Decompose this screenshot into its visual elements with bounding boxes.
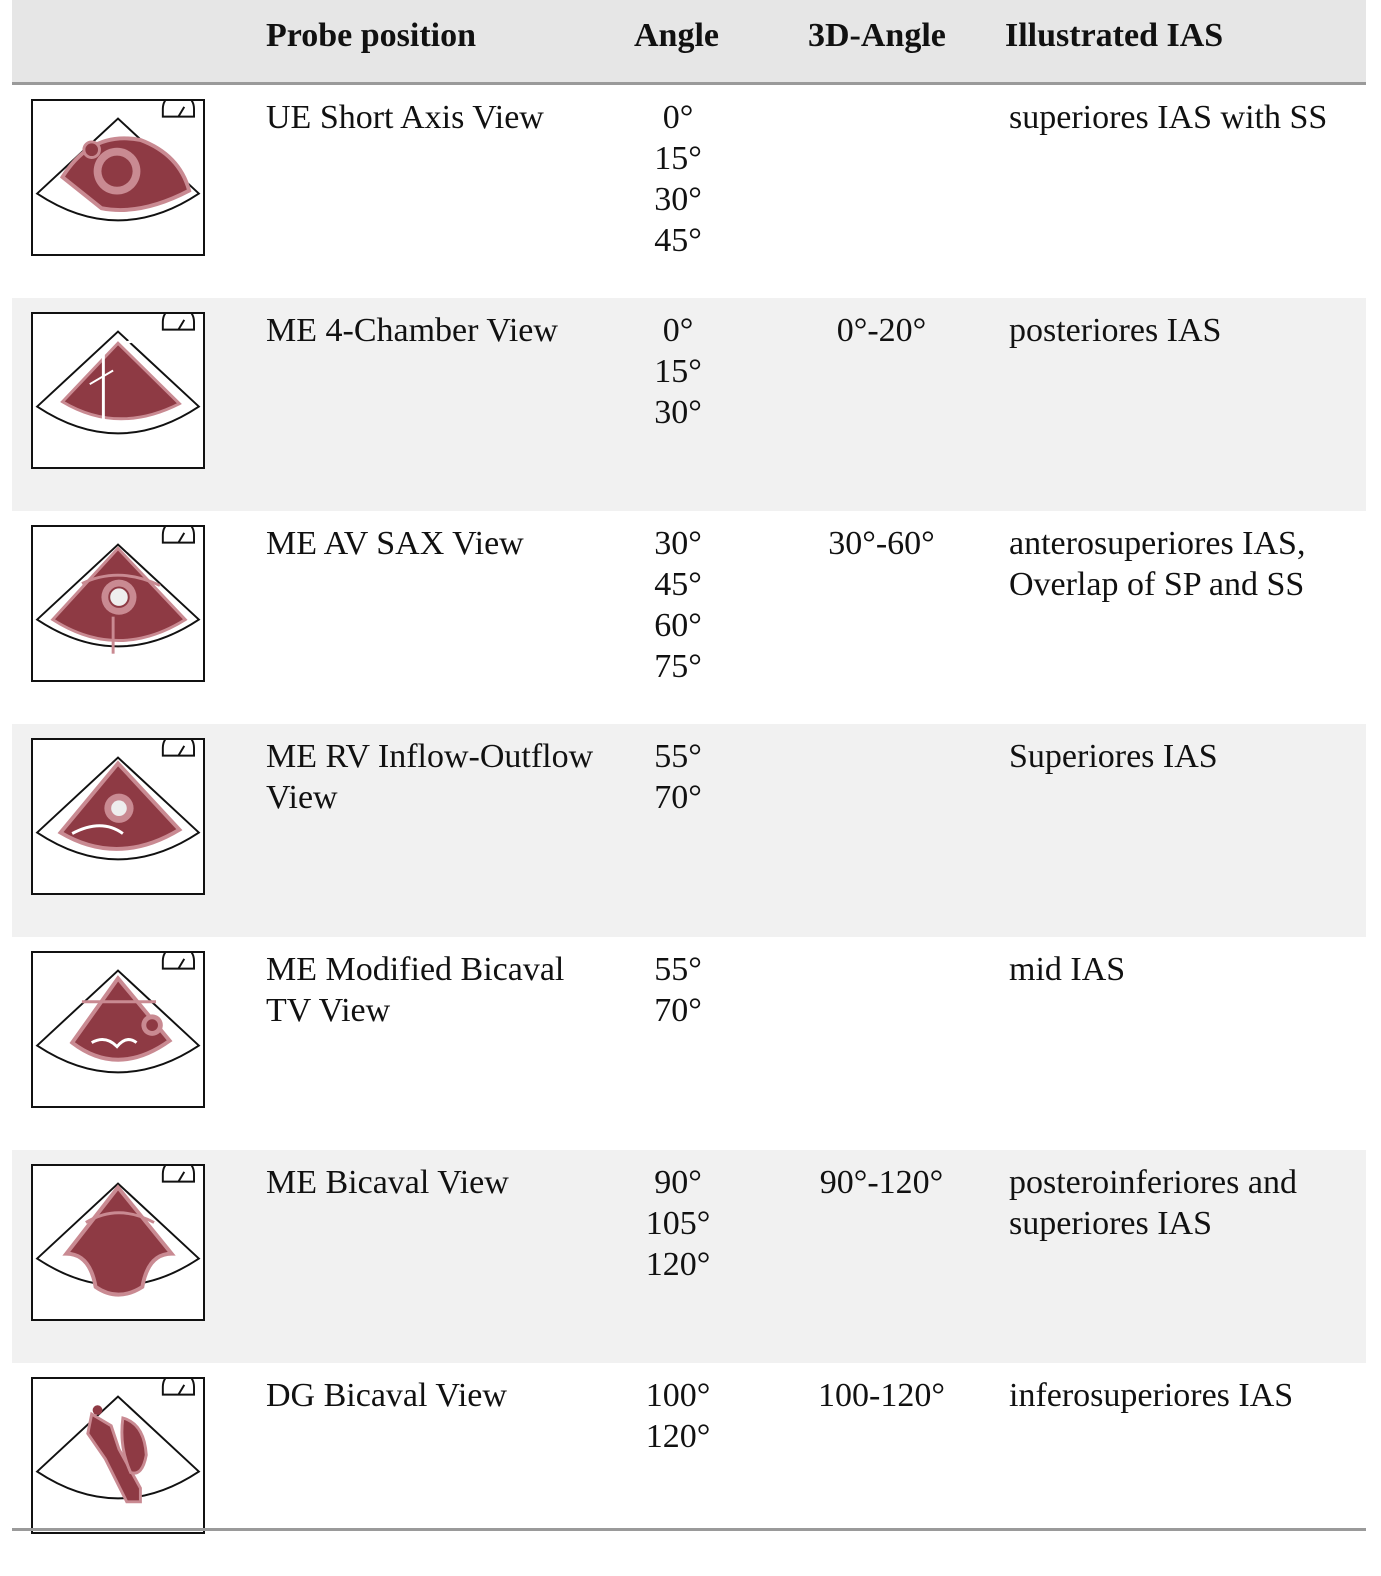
angle-value: 60° xyxy=(654,607,702,644)
angle-cell xyxy=(612,1162,744,1285)
me-modified-bicaval-echo-diagram xyxy=(31,951,205,1108)
illustrated-ias-cell: mid IAS xyxy=(1009,951,1126,988)
angle-value: 45° xyxy=(654,566,702,603)
probe-position-cell: ME RV Inflow-Outflow View xyxy=(266,738,594,816)
angle-cell xyxy=(612,1375,744,1457)
table-body xyxy=(12,85,1366,1576)
probe-position-cell: DG Bicaval View xyxy=(266,1377,507,1414)
angle-value: 15° xyxy=(654,353,702,390)
views-table xyxy=(12,0,1366,1576)
angle-value: 90° xyxy=(654,1164,702,1201)
angle-3d-cell: 0°-20° xyxy=(836,312,927,349)
angle-cell xyxy=(612,310,744,433)
angle-cell xyxy=(612,523,744,687)
me-bicaval-echo-diagram xyxy=(31,1164,205,1321)
ue-short-axis-echo-diagram xyxy=(31,99,205,256)
angle-value: 15° xyxy=(654,140,702,177)
dg-bicaval-echo-diagram xyxy=(31,1377,205,1534)
angle-value: 105° xyxy=(645,1205,711,1242)
probe-position-cell: ME AV SAX View xyxy=(266,525,524,562)
angle-value: 55° xyxy=(654,951,702,988)
illustrated-ias-cell: posteriores IAS xyxy=(1009,312,1222,349)
illustrated-ias-cell: superiores IAS with SS xyxy=(1009,99,1328,136)
me-4-chamber-echo-diagram xyxy=(31,312,205,469)
probe-position-cell: UE Short Axis View xyxy=(266,99,544,136)
illustrated-ias-cell: Superiores IAS xyxy=(1009,738,1218,775)
me-av-sax-echo-diagram xyxy=(31,525,205,682)
illustrated-ias-cell: anterosuperiores IAS, Overlap of SP and SS xyxy=(1009,525,1306,603)
me-rv-inflow-outflow-echo-diagram xyxy=(31,738,205,895)
angle-cell xyxy=(612,736,744,818)
header-angle: Angle xyxy=(634,17,719,54)
table-row xyxy=(12,298,1366,511)
angle-value: 30° xyxy=(654,394,702,431)
angle-3d-cell: 100-120° xyxy=(818,1377,945,1414)
bottom-rule xyxy=(12,1528,1366,1531)
angle-value: 100° xyxy=(645,1377,711,1414)
table-row xyxy=(12,511,1366,724)
table-row xyxy=(12,724,1366,937)
angle-cell xyxy=(612,97,744,261)
table-header xyxy=(12,0,1366,85)
header-probe-position: Probe position xyxy=(266,17,477,54)
angle-value: 45° xyxy=(654,222,702,259)
angle-cell xyxy=(612,949,744,1031)
angle-value: 0° xyxy=(662,312,694,349)
angle-value: 30° xyxy=(654,525,702,562)
probe-position-cell: ME Bicaval View xyxy=(266,1164,509,1201)
angle-value: 120° xyxy=(645,1246,711,1283)
header-illustrated-ias: Illustrated IAS xyxy=(1005,17,1224,54)
table-row xyxy=(12,1150,1366,1363)
angle-3d-cell: 30°-60° xyxy=(828,525,935,562)
illustrated-ias-cell: posteroinferiores and superiores IAS xyxy=(1009,1164,1297,1242)
angle-value: 30° xyxy=(654,181,702,218)
probe-position-cell: ME 4-Chamber View xyxy=(266,312,558,349)
table-row xyxy=(12,85,1366,298)
table-row xyxy=(12,937,1366,1150)
angle-value: 0° xyxy=(662,99,694,136)
angle-value: 70° xyxy=(654,779,702,816)
angle-value: 55° xyxy=(654,738,702,775)
illustrated-ias-cell: inferosuperiores IAS xyxy=(1009,1377,1294,1414)
angle-value: 75° xyxy=(654,648,702,685)
probe-position-cell: ME Modified Bicaval TV View xyxy=(266,951,565,1029)
angle-value: 70° xyxy=(654,992,702,1029)
header-3d-angle: 3D-Angle xyxy=(808,17,946,54)
table-row xyxy=(12,1363,1366,1576)
angle-3d-cell: 90°-120° xyxy=(819,1164,944,1201)
angle-value: 120° xyxy=(645,1418,711,1455)
